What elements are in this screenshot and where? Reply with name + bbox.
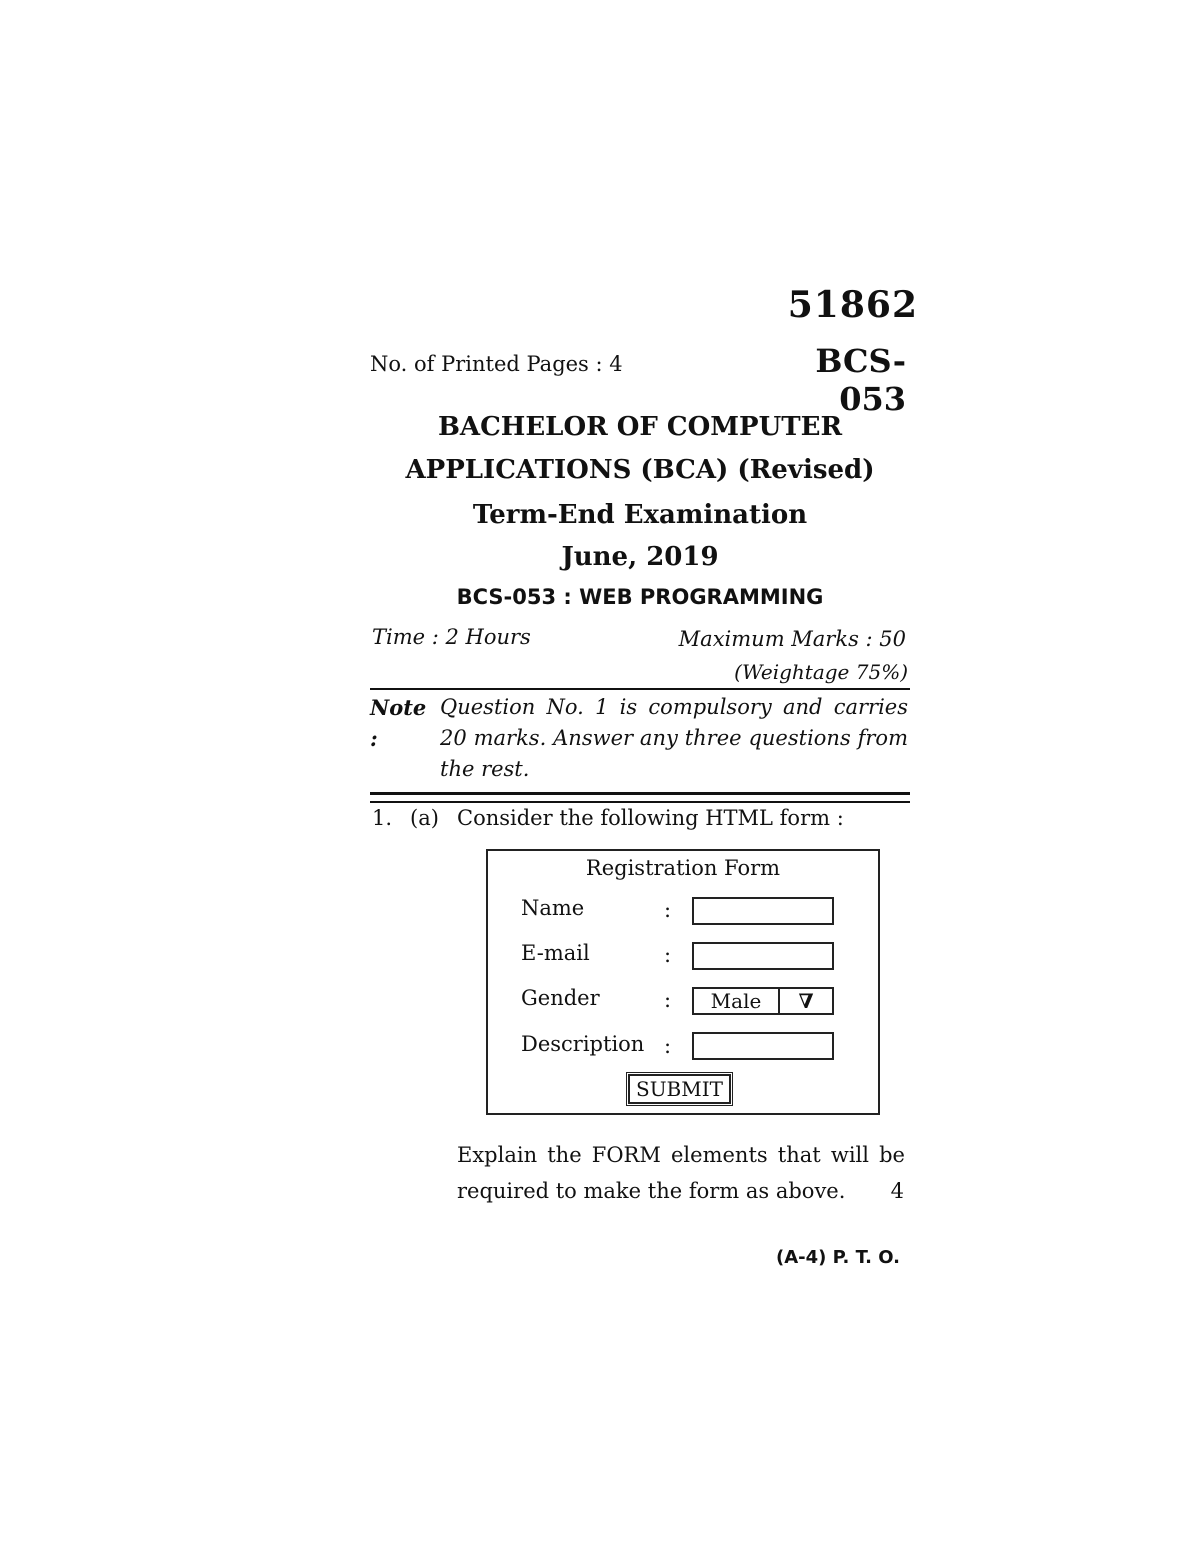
question-text: Consider the following HTML form : xyxy=(457,806,844,830)
question-marks: 4 xyxy=(890,1179,904,1203)
name-input[interactable] xyxy=(692,897,834,925)
double-divider xyxy=(370,792,910,803)
note-label: Note : xyxy=(370,695,427,751)
time-allowed: Time : 2 Hours xyxy=(372,625,531,649)
printed-pages: No. of Printed Pages : 4 xyxy=(370,352,623,376)
dropdown-arrow-icon[interactable]: ∇ xyxy=(798,989,814,1013)
gender-label: Gender xyxy=(521,986,600,1010)
name-label: Name xyxy=(521,896,585,920)
course-code: BCS-053 xyxy=(815,342,906,418)
exam-session: June, 2019 xyxy=(561,542,719,572)
note-text: Question No. 1 is compulsory and carries 20 marks. Answer any three questions from the rest. xyxy=(440,695,908,781)
description-colon: : xyxy=(664,1034,672,1058)
email-colon: : xyxy=(664,943,672,967)
question-part: (a) xyxy=(410,806,439,830)
page-footer-pto: (A-4) P. T. O. xyxy=(775,1247,900,1268)
serial-number: 51862 xyxy=(787,284,918,326)
degree-title-line-2: APPLICATIONS (BCA) (Revised) xyxy=(405,455,875,485)
degree-title-line-1: BACHELOR OF COMPUTER xyxy=(437,412,843,442)
question-explain-text: Explain the FORM elements that will be required to make the form as above. xyxy=(457,1143,905,1203)
description-input[interactable] xyxy=(692,1032,834,1060)
name-colon: : xyxy=(664,898,672,922)
instructions-note xyxy=(370,692,910,785)
exam-name: Term-End Examination xyxy=(472,500,808,530)
gender-select[interactable] xyxy=(692,987,834,1015)
submit-button[interactable]: SUBMIT xyxy=(628,1074,731,1104)
gender-colon: : xyxy=(664,988,672,1012)
email-label: E-mail xyxy=(521,941,590,965)
paper-title: BCS-053 : WEB PROGRAMMING xyxy=(456,585,824,609)
weightage: (Weightage 75%) xyxy=(734,660,908,684)
form-title: Registration Form xyxy=(585,856,781,880)
email-input[interactable] xyxy=(692,942,834,970)
maximum-marks: Maximum Marks : 50 xyxy=(678,627,906,651)
divider xyxy=(370,688,910,690)
gender-selected-value: Male xyxy=(694,989,780,1013)
question-number: 1. xyxy=(372,806,393,830)
description-label: Description xyxy=(521,1032,645,1056)
